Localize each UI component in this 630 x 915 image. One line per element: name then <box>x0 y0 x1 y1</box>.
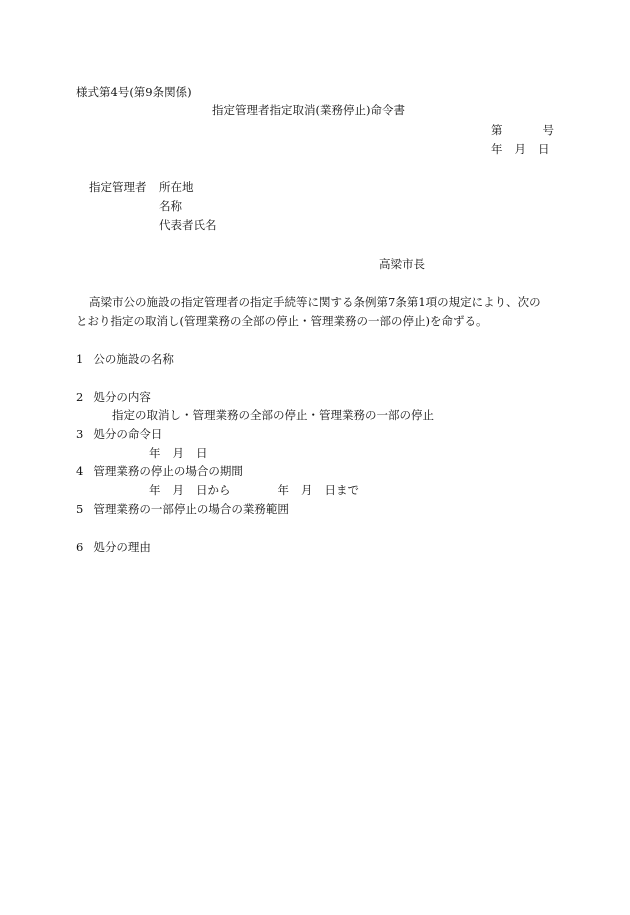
issue-date: 年 月 日 <box>491 142 550 156</box>
number-suffix: 号 <box>542 123 554 137</box>
document-number <box>491 122 554 138</box>
number-prefix: 第 <box>491 123 503 137</box>
item-2-detail: 指定の取消し・管理業務の全部の停止・管理業務の一部の停止 <box>112 408 434 422</box>
item-5: 5 管理業務の一部停止の場合の業務範囲 <box>76 502 289 516</box>
name-label: 名称 <box>159 199 182 213</box>
item-3-date: 年 月 日 <box>149 446 208 460</box>
item-4-period: 年 月 日から 年 月 日まで <box>149 483 359 497</box>
addressee-label: 指定管理者 <box>89 180 147 194</box>
item-2: 2 処分の内容 <box>76 390 151 404</box>
form-number: 様式第4号(第9条関係) <box>76 85 192 99</box>
issuer: 高梁市長 <box>379 257 425 271</box>
document-title: 指定管理者指定取消(業務停止)命令書 <box>212 103 405 117</box>
body-text-line-1: 高梁市公の施設の指定管理者の指定手続等に関する条例第7条第1項の規定により、次の <box>89 295 541 309</box>
item-6: 6 処分の理由 <box>76 540 151 554</box>
item-4: 4 管理業務の停止の場合の期間 <box>76 464 243 478</box>
item-1: 1 公の施設の名称 <box>76 352 174 366</box>
body-text-line-2: とおり指定の取消し(管理業務の全部の停止・管理業務の一部の停止)を命ずる。 <box>76 314 488 328</box>
representative-label: 代表者氏名 <box>159 218 217 232</box>
item-3: 3 処分の命令日 <box>76 427 163 441</box>
address-label: 所在地 <box>159 180 194 194</box>
